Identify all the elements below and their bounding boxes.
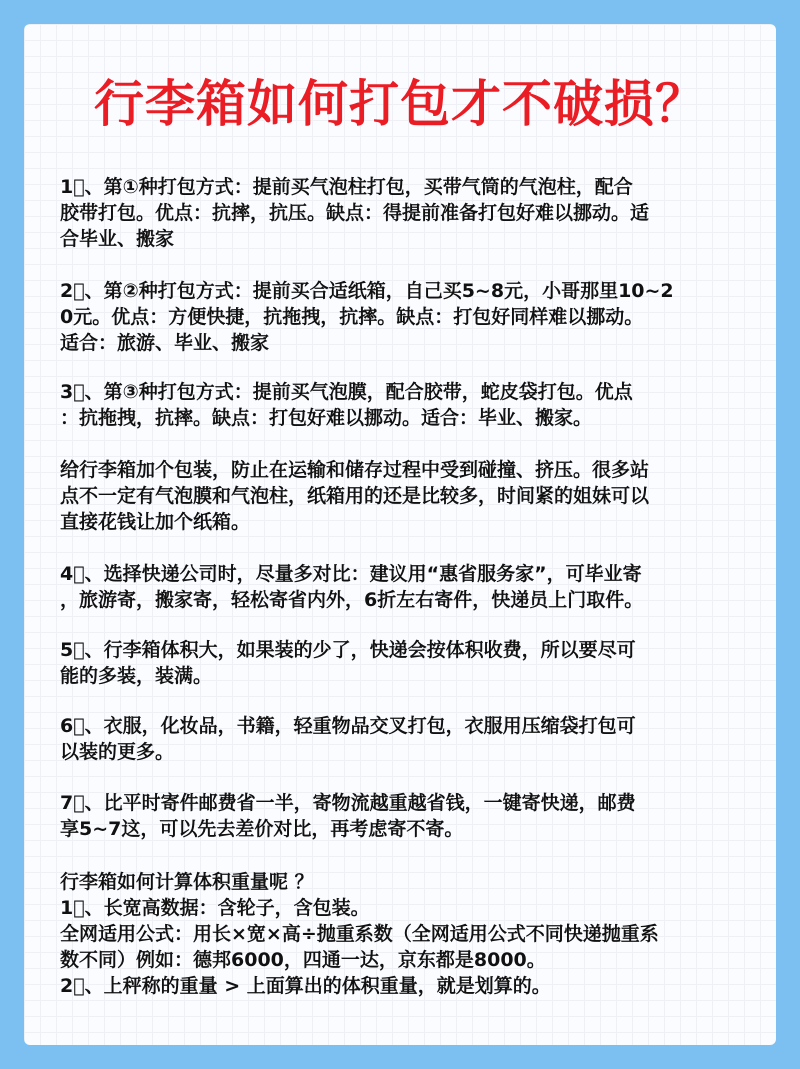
- text-line: 行李箱如何计算体积重量呢 ？: [60, 871, 314, 893]
- text-line: 合毕业、搬家: [60, 228, 175, 250]
- text-line: 6⃣、衣服，化妆品，书籍，轻重物品交叉打包，衣服用压缩袋打包可: [60, 715, 636, 737]
- paragraph-9: [60, 869, 750, 999]
- text-line: 胶带打包。优点：抗摔，抗压。缺点：得提前准备打包好难以挪动。适: [60, 202, 650, 224]
- text-line: 能的多装，装满。: [60, 665, 213, 687]
- paragraph-1: [60, 174, 750, 252]
- paragraph-5: [60, 561, 750, 613]
- text-line: 4⃣、选择快递公司时，尽量多对比：建议用“惠省服务家”，可毕业寄: [60, 563, 642, 585]
- content-card: [24, 24, 776, 1045]
- text-line: 0元。优点：方便快捷，抗拖拽，抗摔。缺点：打包好同样难以挪动。: [60, 306, 644, 328]
- text-line: 给行李箱加个包装，防止在运输和储存过程中受到碰撞、挤压。很多站: [60, 459, 650, 481]
- paragraph-3: [60, 379, 750, 431]
- text-line: 数不同）例如：德邦6000，四通一达，京东都是8000。: [60, 949, 546, 971]
- text-line: 以装的更多。: [60, 741, 175, 763]
- text-line: ：抗拖拽，抗摔。缺点：打包好难以挪动。适合：毕业、搬家。: [60, 407, 593, 429]
- text-line: 1⃣、第①种打包方式：提前买气泡柱打包，买带气筒的气泡柱，配合: [60, 176, 633, 198]
- text-line: 2⃣、上秤称的重量 > 上面算出的体积重量，就是划算的。: [60, 975, 551, 997]
- text-line: 1⃣、长宽高数据：含轮子，含包装。: [60, 897, 370, 919]
- text-line: 享5~7这，可以先去差价对比，再考虑寄不寄。: [60, 818, 464, 840]
- text-line: 5⃣、行李箱体积大，如果装的少了，快递会按体积收费，所以要尽可: [60, 639, 636, 661]
- paragraph-7: [60, 713, 750, 765]
- text-line: 适合：旅游、毕业、搬家: [60, 332, 270, 354]
- page-title: 行李箱如何打包才不破损？: [94, 75, 706, 133]
- text-line: ，旅游寄，搬家寄，轻松寄省内外，6折左右寄件，快递员上门取件。: [60, 589, 644, 611]
- text-line: 2⃣、第②种打包方式：提前买合适纸箱，自己买5~8元，小哥那里10~2: [60, 280, 674, 302]
- text-line: 7⃣、比平时寄件邮费省一半，寄物流越重越省钱，一键寄快递，邮费: [60, 792, 636, 814]
- paragraph-2: [60, 278, 750, 356]
- text-line: 3⃣、第③种打包方式：提前买气泡膜，配合胶带，蛇皮袋打包。优点: [60, 381, 633, 403]
- paragraph-6: [60, 637, 750, 689]
- text-line: 直接花钱让加个纸箱。: [60, 511, 251, 533]
- text-line: 点不一定有气泡膜和气泡柱，纸箱用的还是比较多，时间紧的姐妹可以: [60, 485, 650, 507]
- paragraph-8: [60, 790, 750, 842]
- text-line: 全网适用公式：用长×宽×高÷抛重系数（全网适用公式不同快递抛重系: [60, 923, 659, 945]
- paragraph-4: [60, 457, 750, 535]
